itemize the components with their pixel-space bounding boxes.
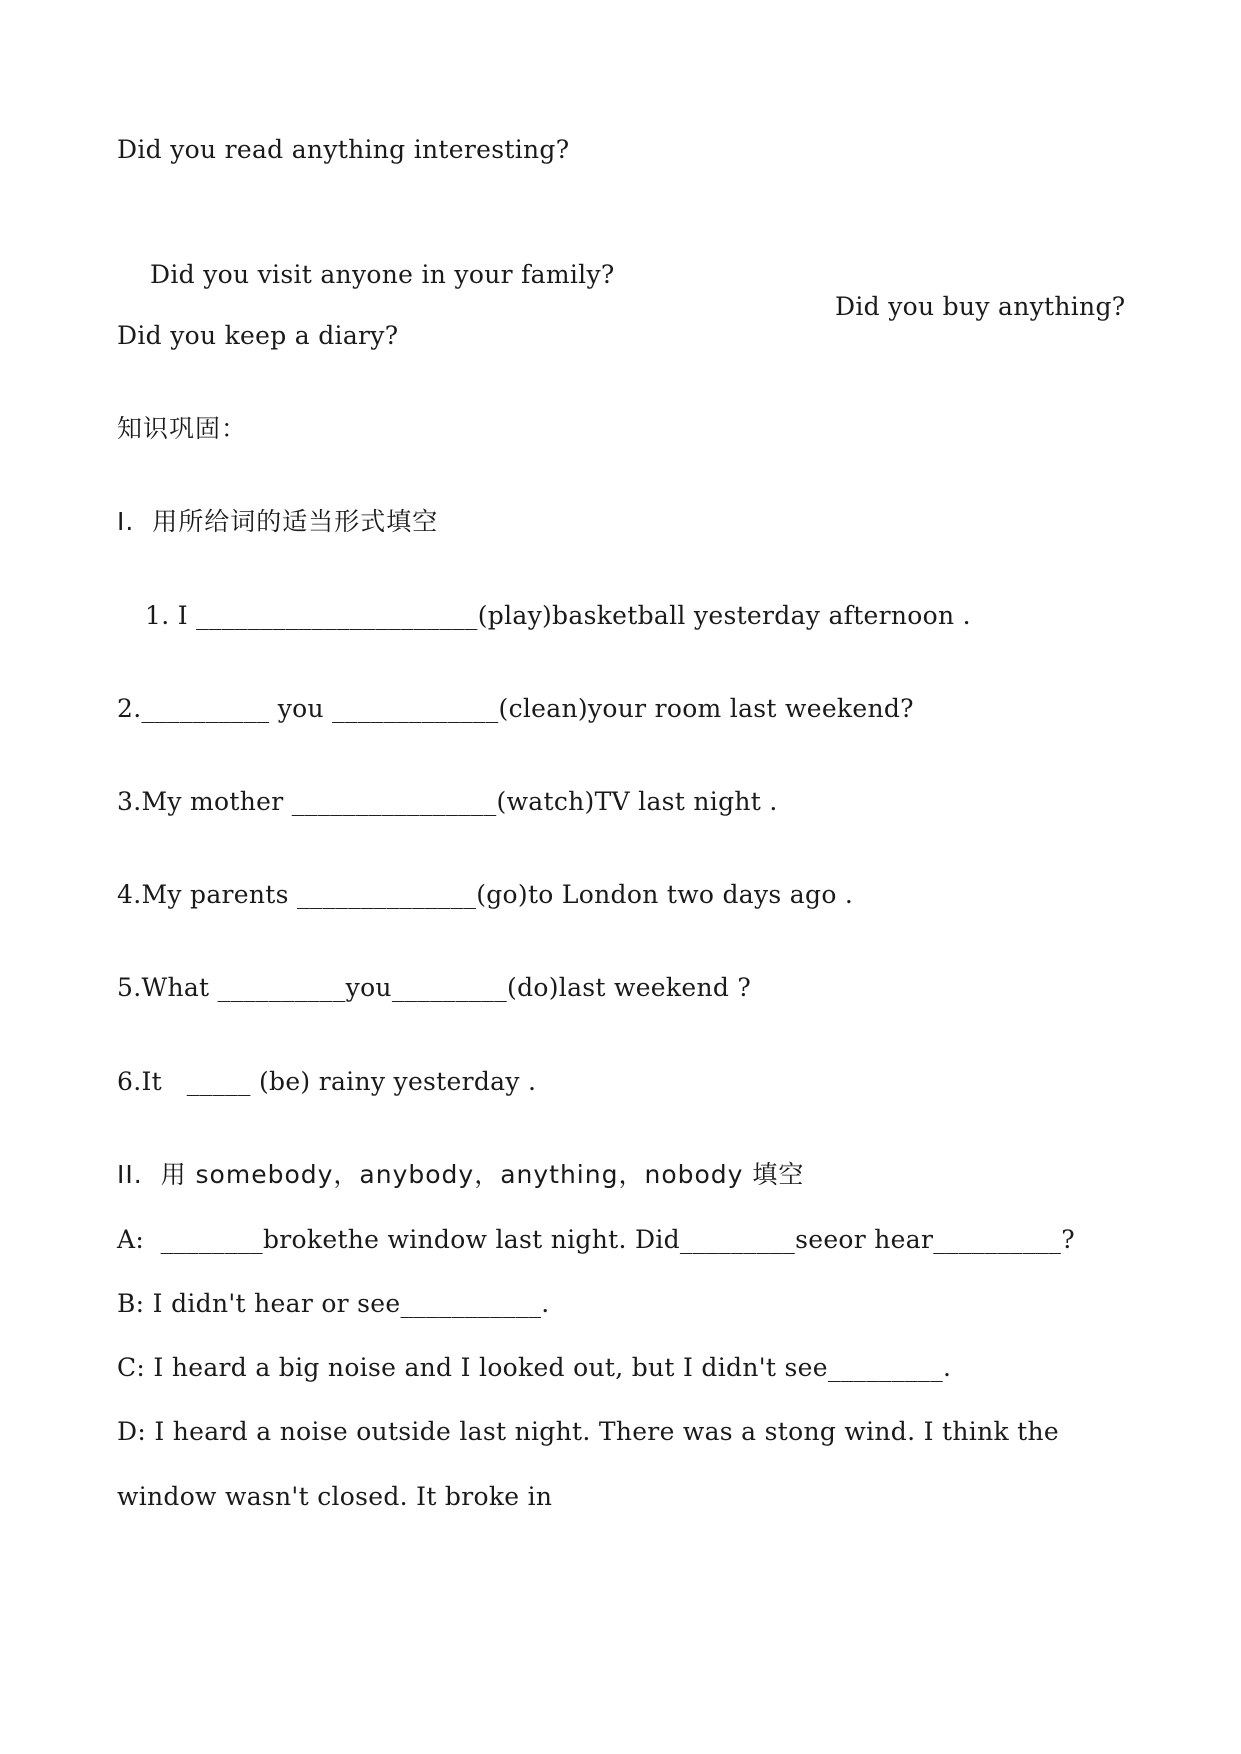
part1-heading: I. 用所给词的适当形式填空 xyxy=(117,507,439,536)
dialogue-line-c: C: I heard a big noise and I looked out, but I didn't see_________. xyxy=(117,1353,952,1382)
question-read: Did you read anything interesting? xyxy=(117,135,570,164)
exercise-item-6: 6.It _____ (be) rainy yesterday . xyxy=(117,1067,537,1096)
exercise-item-1: 1. I ______________________(play)basketball yesterday afternoon . xyxy=(145,601,971,630)
dialogue-line-d: D: I heard a noise outside last night. There was a stong wind. I think the xyxy=(117,1417,1060,1446)
question-diary: Did you keep a diary? xyxy=(117,321,399,350)
part2-heading: II. 用 somebody，anybody，anything，nobody 填空 xyxy=(117,1160,805,1189)
dialogue-line-b: B: I didn't hear or see___________. xyxy=(117,1289,550,1318)
section-heading: 知识巩固： xyxy=(117,414,248,443)
exercise-item-2: 2.__________ you _____________(clean)your room last weekend? xyxy=(117,694,914,723)
exercise-item-5: 5.What __________you_________(do)last weekend ? xyxy=(117,973,752,1002)
question-visit: Did you visit anyone in your family? xyxy=(150,260,615,289)
question-buy: Did you buy anything? xyxy=(835,292,1126,321)
dialogue-line-a: A: ________brokethe window last night. Did_________seeor hear__________? xyxy=(117,1225,1075,1254)
dialogue-line-d-cont: window wasn't closed. It broke in xyxy=(117,1482,553,1511)
exercise-item-4: 4.My parents ______________(go)to London two days ago . xyxy=(117,880,854,909)
exercise-item-3: 3.My mother ________________(watch)TV last night . xyxy=(117,787,778,816)
